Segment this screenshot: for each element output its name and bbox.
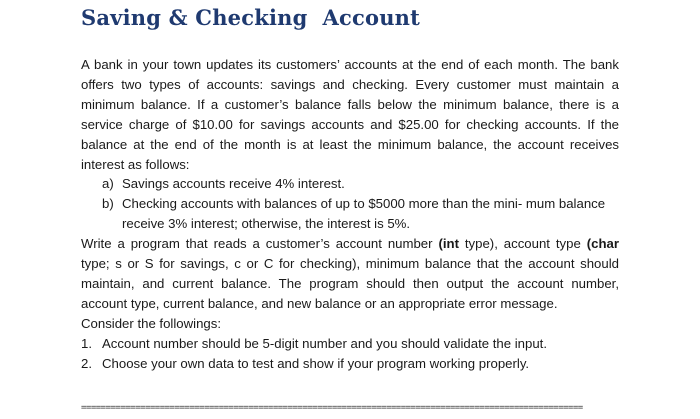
list-marker: 2. (81, 355, 92, 371)
list-item (81, 174, 619, 194)
list-item-text: Savings accounts receive 4% interest. (122, 176, 345, 192)
list-marker: b) (102, 196, 114, 212)
document-body (81, 55, 619, 374)
list-item-text: Choose your own data to test and show if your program working properly. (102, 355, 530, 371)
program-text-1: Write a program that reads a customer’s account number (81, 236, 439, 252)
list-item (81, 334, 619, 354)
list-item-text: Checking accounts with balances of up to $5000 more than the mini- mum balance receive 3% interest; otherwise, the interest is 5%. (122, 196, 606, 232)
list-marker: 1. (81, 335, 92, 351)
list-item-text: Account number should be 5-digit number and you should validate the input. (102, 335, 548, 351)
intro-paragraph: A bank in your town updates its customers’ accounts at the end of each month. The bank offers two types of accounts: savings and checking. Every customer must maintain a minimum balance. If a customer’s balance falls below the minimum balance, there is a service charge of $10.00 for savings accounts and $25.00 for checking accounts. If the balance at the end of the month is at least the minimum balance, the account receives interest as follows: (81, 57, 619, 172)
program-paragraph (81, 234, 619, 314)
char-type-label: (char (586, 236, 619, 252)
list-item (81, 354, 619, 374)
consider-list (81, 334, 619, 374)
list-marker: a) (102, 176, 114, 192)
document-title: Saving & Checking Account (81, 5, 421, 30)
program-text-3: type; s or S for savings, c or C for checking), minimum balance that the account should maintain, and current balance. The program should then output the account number, account type, current balance, and new balance or an appropriate error message. (81, 256, 619, 311)
consider-heading: Consider the followings: (81, 315, 222, 331)
separator-line: ====================================================================================================== (81, 404, 583, 412)
interest-list (81, 174, 619, 234)
list-item (81, 194, 619, 234)
program-text-2: type), account type (458, 236, 587, 252)
int-type-label: (int (438, 236, 459, 252)
